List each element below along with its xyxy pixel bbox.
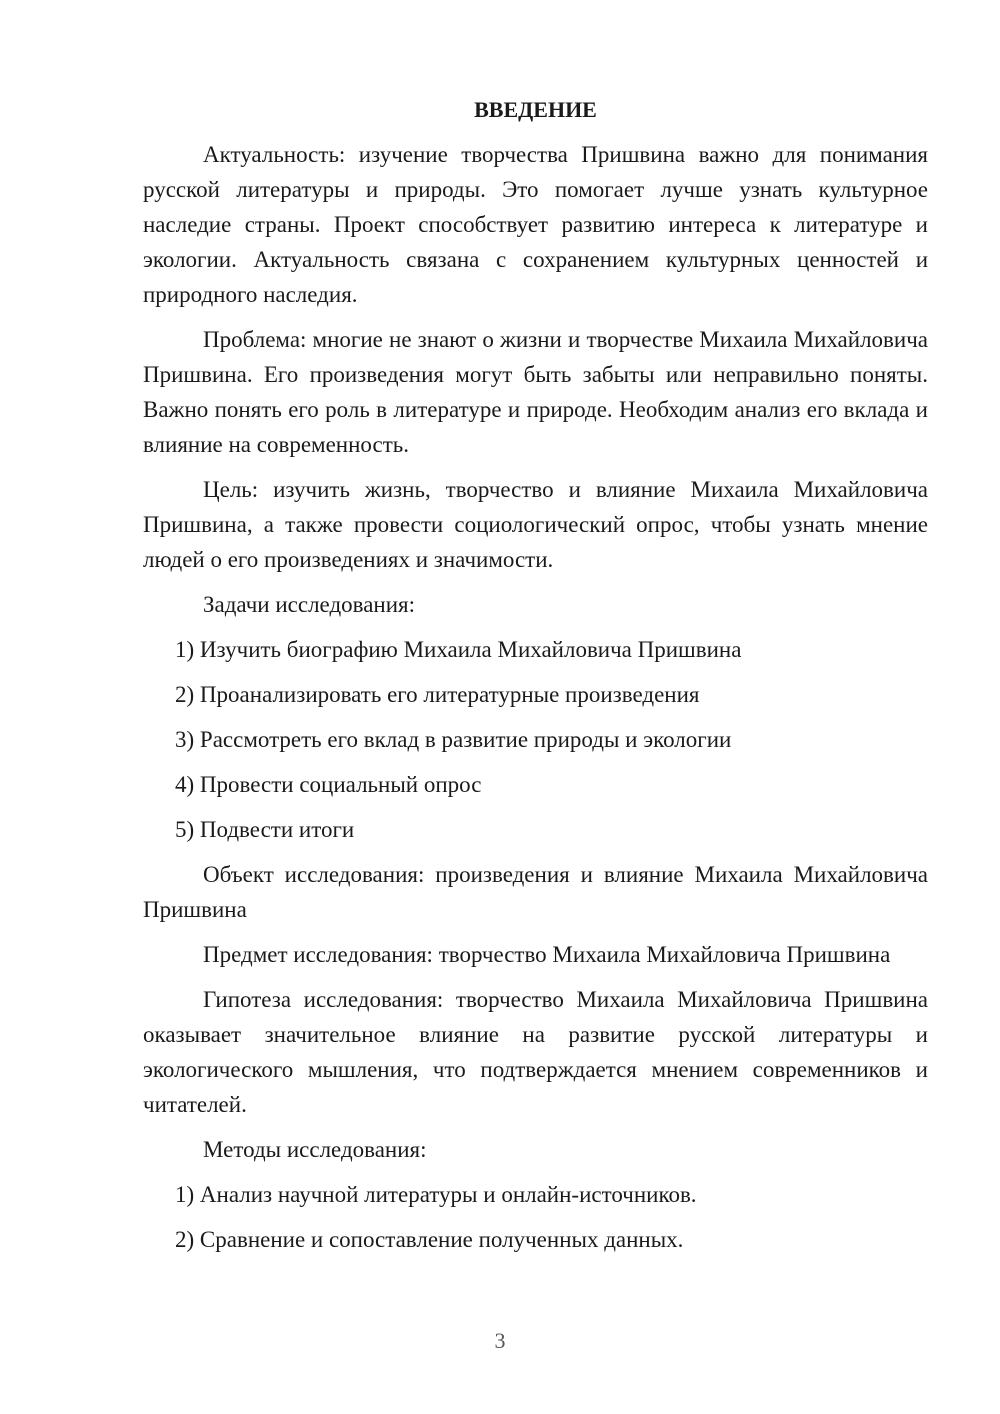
document-page [143,95,928,1267]
tasks-list [143,632,928,847]
relevance-paragraph: Актуальность: изучение творчества Пришвина важно для понимания русской литературы и природы. Это помогает лучше узнать культурное наследие страны. Проект способствует развитию интереса к литературе и экологии. Актуальность связана с сохранением культурных ценностей и природного наследия. [143,142,928,307]
problem-paragraph: Проблема: многие не знают о жизни и творчестве Михаила Михайловича Пришвина. Его произведения могут быть забыты или неправильно поняты. Важно понять его роль в литературе и природе. Необходим анализ его вклада и влияние на современность. [143,327,928,457]
hypothesis-paragraph: Гипотеза исследования: творчество Михаила Михайловича Пришвина оказывает значительное влияние на развитие русской литературы и экологического мышления, что подтверждается мнением современников и читателей. [143,987,928,1117]
subject-paragraph: Предмет исследования: творчество Михаила Михайловича Пришвина [203,942,891,967]
method-item: 1) Анализ научной литературы и онлайн-источников. [175,1182,697,1207]
task-item: 3) Рассмотреть его вклад в развитие природы и экологии [175,727,732,752]
task-item: 1) Изучить биографию Михаила Михайловича Пришвина [175,637,742,662]
task-item: 5) Подвести итоги [175,817,355,842]
tasks-heading: Задачи исследования: [203,592,416,617]
goal-paragraph: Цель: изучить жизнь, творчество и влияние Михаила Михайловича Пришвина, а также провести социологический опрос, чтобы узнать мнение людей о его произведениях и значимости. [143,477,928,572]
task-item: 4) Провести социальный опрос [175,772,482,797]
methods-list [143,1177,928,1257]
method-item: 2) Сравнение и сопоставление полученных данных. [175,1227,684,1252]
page-title: ВВЕДЕНИЕ [474,97,597,122]
task-item: 2) Проанализировать его литературные произведения [175,682,700,707]
methods-heading: Методы исследования: [203,1137,427,1162]
object-paragraph: Объект исследования: произведения и влияние Михаила Михайловича Пришвина [143,862,928,922]
page-number: 3 [494,1328,506,1353]
